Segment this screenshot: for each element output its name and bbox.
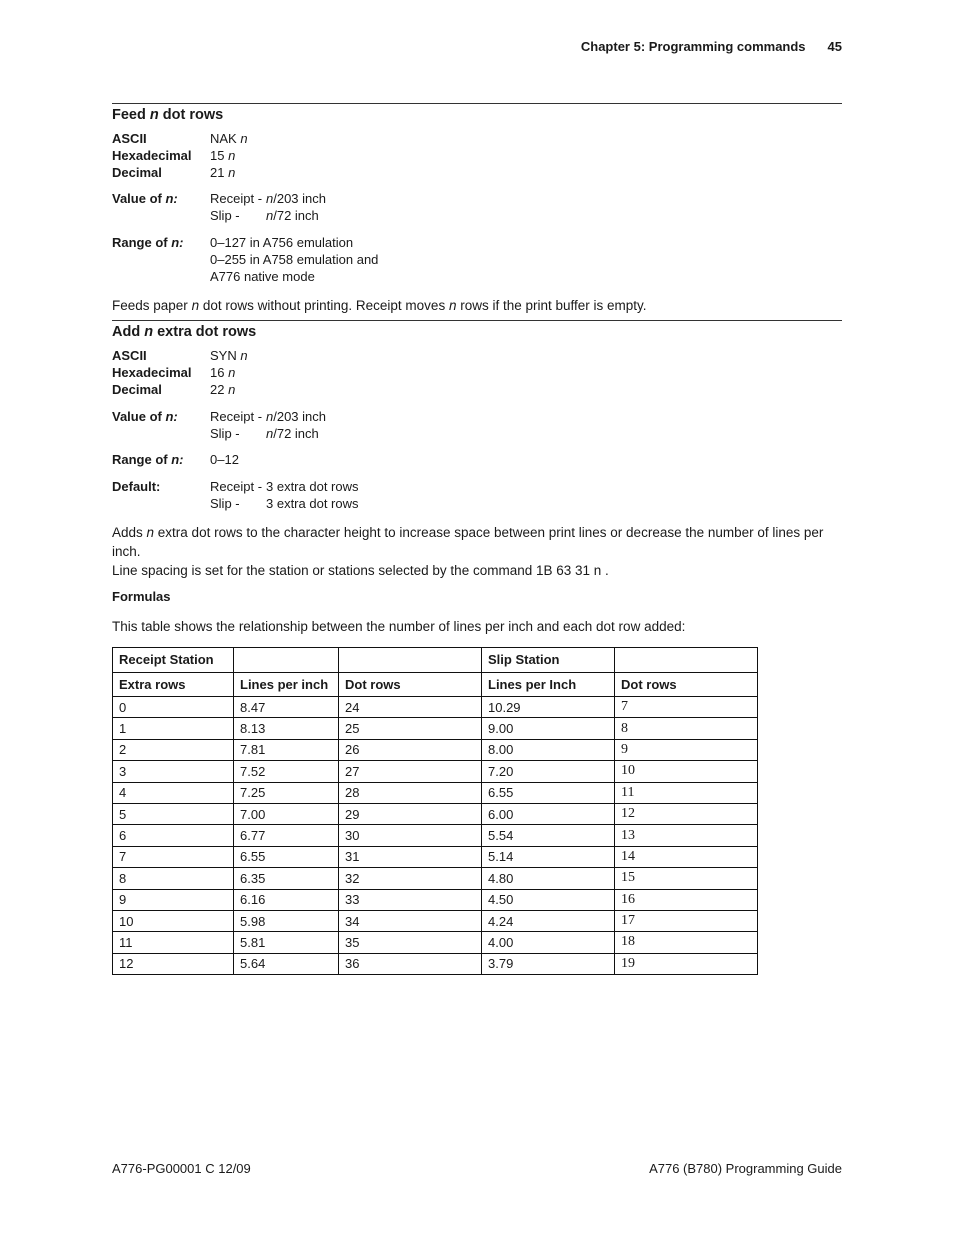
ascii-label: ASCII <box>112 348 147 363</box>
section-divider <box>112 320 842 321</box>
table-cell: 5.14 <box>482 846 615 867</box>
title-text: dot rows <box>158 107 224 123</box>
table-cell: 5 <box>113 803 234 824</box>
table-cell: 5.81 <box>234 932 339 953</box>
feed-value-label: Value of n: <box>112 191 178 206</box>
default-receipt: Receipt - 3 extra dot rows <box>210 479 359 494</box>
hex-value: 16 n <box>210 365 236 380</box>
table-row <box>113 761 758 782</box>
range-line: 0–255 in A758 emulation and <box>210 252 379 267</box>
table-cell: 25 <box>339 718 482 739</box>
add-code-labels <box>112 347 192 398</box>
table-row <box>113 782 758 803</box>
table-cell: 6 <box>113 825 234 846</box>
table-cell: 7.25 <box>234 782 339 803</box>
table-row <box>113 846 758 867</box>
table-cell: 5.54 <box>482 825 615 846</box>
feed-section-title <box>112 107 223 123</box>
table-cell: 8.47 <box>234 697 339 718</box>
table-cell: 9 <box>615 739 758 760</box>
table-row <box>113 953 758 974</box>
table-row <box>113 910 758 931</box>
receipt-value: Receipt - n/203 inch <box>210 191 326 206</box>
table-cell: 8 <box>615 718 758 739</box>
receipt-value: Receipt - n/203 inch <box>210 409 326 424</box>
table-group-header-row <box>113 648 758 673</box>
table-header-cell: Extra rows <box>113 672 234 697</box>
table-cell: 7 <box>113 846 234 867</box>
table-cell: 30 <box>339 825 482 846</box>
table-cell: 4.00 <box>482 932 615 953</box>
feed-value-values <box>210 190 326 224</box>
table-cell: 6.00 <box>482 803 615 824</box>
table-cell: 17 <box>615 910 758 931</box>
range-line: A776 native mode <box>210 269 315 284</box>
table-row <box>113 889 758 910</box>
table-cell: 5.98 <box>234 910 339 931</box>
chapter-title: Chapter 5: Programming commands <box>580 39 806 54</box>
footer-guide-title: A776 (B780) Programming Guide <box>649 1161 842 1176</box>
table-cell: 6.55 <box>482 782 615 803</box>
dec-label: Decimal <box>112 382 162 397</box>
table-header-cell: Dot rows <box>615 672 758 697</box>
formulas-heading: Formulas <box>112 589 171 604</box>
ascii-value: NAK n <box>210 131 248 146</box>
ascii-label: ASCII <box>112 131 147 146</box>
table-cell: 13 <box>615 825 758 846</box>
table-cell: 10 <box>615 761 758 782</box>
table-cell: 3.79 <box>482 953 615 974</box>
table-cell: 7.81 <box>234 739 339 760</box>
add-description <box>112 523 842 580</box>
table-cell: 10 <box>113 910 234 931</box>
table-row <box>113 718 758 739</box>
table-cell: 1 <box>113 718 234 739</box>
feed-range-label: Range of n: <box>112 235 184 250</box>
table-cell: 2 <box>113 739 234 760</box>
hex-label: Hexadecimal <box>112 148 192 163</box>
table-cell: 35 <box>339 932 482 953</box>
table-cell: 33 <box>339 889 482 910</box>
feed-range-values <box>210 234 378 285</box>
table-cell: 8 <box>113 868 234 889</box>
table-header-cell <box>234 648 339 673</box>
table-cell: 5.64 <box>234 953 339 974</box>
table-cell: 16 <box>615 889 758 910</box>
slip-value: Slip - n/72 inch <box>210 426 319 441</box>
add-range-value: 0–12 <box>210 452 239 467</box>
table-cell: 26 <box>339 739 482 760</box>
table-row <box>113 825 758 846</box>
table-cell: 7.52 <box>234 761 339 782</box>
title-n: n <box>149 107 159 123</box>
table-cell: 9.00 <box>482 718 615 739</box>
hex-value: 15 n <box>210 148 236 163</box>
table-cell: 12 <box>113 953 234 974</box>
table-cell: 32 <box>339 868 482 889</box>
table-cell: 19 <box>615 953 758 974</box>
dec-label: Decimal <box>112 165 162 180</box>
table-header-cell <box>339 648 482 673</box>
table-header-cell: Slip Station <box>482 648 615 673</box>
table-cell: 4 <box>113 782 234 803</box>
table-cell: 15 <box>615 868 758 889</box>
table-cell: 6.55 <box>234 846 339 867</box>
table-header-cell: Lines per inch <box>234 672 339 697</box>
table-cell: 11 <box>113 932 234 953</box>
default-slip: Slip - 3 extra dot rows <box>210 496 359 511</box>
table-cell: 3 <box>113 761 234 782</box>
table-cell: 9 <box>113 889 234 910</box>
table-cell: 7.00 <box>234 803 339 824</box>
add-code-values <box>210 347 248 398</box>
page-number: 45 <box>827 39 842 54</box>
table-row <box>113 739 758 760</box>
table-cell: 4.50 <box>482 889 615 910</box>
range-line: 0–127 in A756 emulation <box>210 235 354 250</box>
add-default-values <box>210 478 359 512</box>
slip-value: Slip - n/72 inch <box>210 208 319 223</box>
dec-value: 21 n <box>210 165 236 180</box>
table-cell: 11 <box>615 782 758 803</box>
table-cell: 6.35 <box>234 868 339 889</box>
table-row <box>113 932 758 953</box>
add-description-line: Line spacing is set for the station or stations selected by the command 1B 63 31 n . <box>112 563 609 578</box>
table-cell: 6.16 <box>234 889 339 910</box>
ascii-value: SYN n <box>210 348 248 363</box>
table-cell: 27 <box>339 761 482 782</box>
table-cell: 34 <box>339 910 482 931</box>
table-cell: 24 <box>339 697 482 718</box>
table-cell: 31 <box>339 846 482 867</box>
feed-code-labels <box>112 130 192 181</box>
table-cell: 8.13 <box>234 718 339 739</box>
table-cell: 7 <box>615 697 758 718</box>
add-section-title: Add n extra dot rows <box>112 324 257 340</box>
table-cell: 12 <box>615 803 758 824</box>
page-header <box>581 39 842 54</box>
table-cell: 4.24 <box>482 910 615 931</box>
formulas-intro: This table shows the relationship between the number of lines per inch and each dot row added: <box>112 619 686 634</box>
table-header-cell <box>615 648 758 673</box>
table-row <box>113 803 758 824</box>
add-value-label: Value of n: <box>112 409 178 424</box>
footer-doc-id: A776-PG00001 C 12/09 <box>112 1161 251 1176</box>
table-cell: 28 <box>339 782 482 803</box>
table-cell: 36 <box>339 953 482 974</box>
table-row <box>113 697 758 718</box>
table-header-cell: Lines per Inch <box>482 672 615 697</box>
dec-value: 22 n <box>210 382 236 397</box>
add-value-values <box>210 408 326 442</box>
hex-label: Hexadecimal <box>112 365 192 380</box>
table-header-cell: Dot rows <box>339 672 482 697</box>
table-cell: 8.00 <box>482 739 615 760</box>
table-column-header-row <box>113 672 758 697</box>
table-cell: 6.77 <box>234 825 339 846</box>
add-range-label: Range of n: <box>112 452 184 467</box>
table-row <box>113 868 758 889</box>
add-default-label: Default: <box>112 479 161 494</box>
section-divider <box>112 103 842 104</box>
table-cell: 10.29 <box>482 697 615 718</box>
feed-code-values <box>210 130 248 181</box>
table-cell: 7.20 <box>482 761 615 782</box>
table-cell: 14 <box>615 846 758 867</box>
table-cell: 18 <box>615 932 758 953</box>
title-text: Feed <box>112 107 150 123</box>
table-cell: 29 <box>339 803 482 824</box>
line-spacing-table <box>112 647 758 975</box>
table-header-cell: Receipt Station <box>113 648 234 673</box>
table-cell: 0 <box>113 697 234 718</box>
table-cell: 4.80 <box>482 868 615 889</box>
feed-description: Feeds paper n dot rows without printing. Receipt moves n rows if the print buffer is empty. <box>112 298 647 313</box>
add-description-line: Adds n extra dot rows to the character height to increase space between print lines or decrease the number of lines per inch. <box>112 525 824 559</box>
